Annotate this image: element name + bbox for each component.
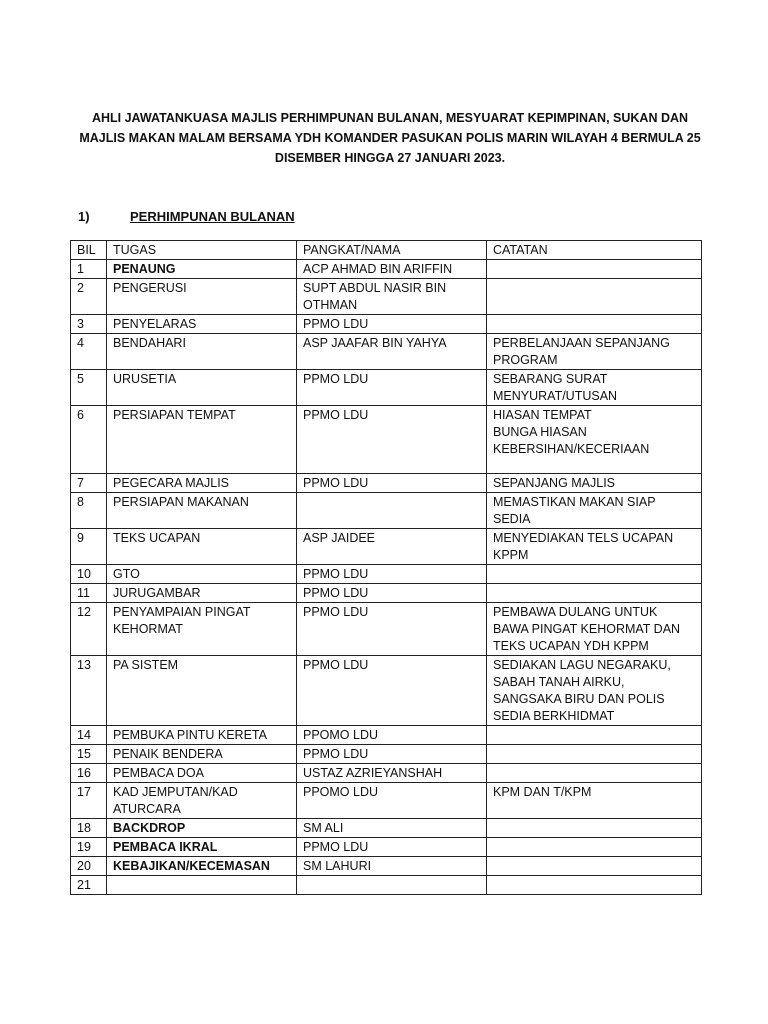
cell-pangkat-nama [297,656,487,726]
cell-bil: 18 [71,819,107,838]
cell-pangkat-nama [297,315,487,334]
cell-catatan-line: PEMBAWA DULANG UNTUK [493,605,658,619]
cell-catatan-line: SEDIAKAN LAGU NEGARAKU, [493,658,671,672]
cell-tugas-line: PENAUNG [113,262,176,276]
cell-catatan-line: MENYEDIAKAN TELS UCAPAN [493,531,674,545]
cell-tugas-line: KEHORMAT [113,622,183,636]
cell-tugas-line: TEKS UCAPAN [113,531,201,545]
cell-pangkat-nama [297,745,487,764]
header-tugas: TUGAS [107,241,297,260]
cell-pangkat-nama [297,603,487,656]
header-bil: BIL [71,241,107,260]
table-row [71,493,702,529]
cell-pangkat-nama [297,474,487,493]
cell-bil: 16 [71,764,107,783]
cell-pangkat-nama-line: SM ALI [303,821,344,835]
cell-tugas [107,493,297,529]
cell-tugas-line: BACKDROP [113,821,186,835]
cell-tugas-line: KEBAJIKAN/KECEMASAN [113,859,270,873]
cell-catatan-line: KPPM [493,548,529,562]
cell-pangkat-nama [297,493,487,529]
table-row [71,406,702,474]
cell-tugas [107,279,297,315]
table-row [71,656,702,726]
cell-bil: 10 [71,565,107,584]
heading-line-3: DISEMBER HINGGA 27 JANUARI 2023. [274,151,506,165]
cell-tugas [107,565,297,584]
cell-catatan [487,406,702,474]
table-row [71,745,702,764]
cell-catatan-line: SEDIA [493,512,531,526]
cell-pangkat-nama-line: PPMO LDU [303,586,369,600]
header-pangkat-nama: PANGKAT/NAMA [297,241,487,260]
cell-catatan [487,838,702,857]
cell-bil: 12 [71,603,107,656]
cell-bil: 5 [71,370,107,406]
cell-catatan [487,726,702,745]
cell-catatan [487,876,702,895]
cell-catatan-line: KPM DAN T/KPM [493,785,592,799]
cell-tugas-line: PERSIAPAN TEMPAT [113,408,236,422]
table-row [71,529,702,565]
cell-tugas-line: PA SISTEM [113,658,179,672]
cell-pangkat-nama-line: PPMO LDU [303,605,369,619]
table-row [71,370,702,406]
cell-catatan-line: SANGSAKA BIRU DAN POLIS [493,692,665,706]
cell-catatan [487,315,702,334]
cell-catatan [487,603,702,656]
table-row [71,603,702,656]
table-header-row [71,241,702,260]
cell-catatan [487,474,702,493]
cell-pangkat-nama-line: ASP JAIDEE [303,531,376,545]
cell-tugas [107,838,297,857]
cell-pangkat-nama [297,406,487,474]
cell-pangkat-nama [297,260,487,279]
cell-tugas [107,656,297,726]
cell-tugas-line: PEMBACA DOA [113,766,204,780]
cell-pangkat-nama-line: PPMO LDU [303,747,369,761]
cell-tugas-line: BENDAHARI [113,336,186,350]
cell-catatan [487,764,702,783]
cell-tugas-line: PENAIK BENDERA [113,747,223,761]
cell-catatan-line: BUNGA HIASAN [493,425,587,439]
table-row [71,819,702,838]
cell-pangkat-nama [297,279,487,315]
cell-pangkat-nama-line: PPMO LDU [303,372,369,386]
cell-pangkat-nama [297,529,487,565]
table-row [71,726,702,745]
cell-bil: 6 [71,406,107,474]
cell-catatan-line: SABAH TANAH AIRKU, [493,675,625,689]
cell-bil: 7 [71,474,107,493]
cell-bil: 14 [71,726,107,745]
cell-tugas [107,474,297,493]
cell-bil: 1 [71,260,107,279]
cell-catatan-line: HIASAN TEMPAT [493,408,592,422]
cell-catatan [487,334,702,370]
cell-tugas [107,745,297,764]
table-row [71,584,702,603]
cell-pangkat-nama [297,857,487,876]
cell-pangkat-nama-line: ASP JAAFAR BIN YAHYA [303,336,447,350]
cell-tugas-line: PEGECARA MAJLIS [113,476,230,490]
cell-tugas [107,529,297,565]
cell-catatan-line: SEBARANG SURAT [493,372,608,386]
cell-catatan-line: TEKS UCAPAN YDH KPPM [493,639,649,653]
cell-tugas-line: GTO [113,567,140,581]
cell-tugas [107,819,297,838]
cell-bil: 8 [71,493,107,529]
cell-pangkat-nama-line: USTAZ AZRIEYANSHAH [303,766,443,780]
cell-bil: 19 [71,838,107,857]
cell-tugas [107,315,297,334]
table-row [71,876,702,895]
cell-tugas-line: KAD JEMPUTAN/KAD [113,785,238,799]
table-row [71,764,702,783]
cell-bil: 11 [71,584,107,603]
table-row [71,565,702,584]
cell-pangkat-nama-line: PPMO LDU [303,840,369,854]
header-catatan: CATATAN [487,241,702,260]
cell-tugas [107,584,297,603]
cell-catatan-line: SEPANJANG MAJLIS [493,476,616,490]
cell-pangkat-nama [297,565,487,584]
cell-catatan [487,279,702,315]
cell-tugas-line: ATURCARA [113,802,181,816]
cell-catatan-line: SEDIA BERKHIDMAT [493,709,615,723]
cell-pangkat-nama-line: PPMO LDU [303,476,369,490]
cell-catatan [487,370,702,406]
cell-pangkat-nama-line: PPMO LDU [303,567,369,581]
cell-catatan-line: PROGRAM [493,353,558,367]
cell-tugas-line: PEMBUKA PINTU KERETA [113,728,267,742]
cell-tugas-line: PERSIAPAN MAKANAN [113,495,249,509]
cell-tugas-line: JURUGAMBAR [113,586,201,600]
cell-pangkat-nama-line: PPOMO LDU [303,728,379,742]
cell-bil: 15 [71,745,107,764]
cell-pangkat-nama [297,783,487,819]
cell-catatan-line: BAWA PINGAT KEHORMAT DAN [493,622,681,636]
heading-line-1: AHLI JAWATANKUASA MAJLIS PERHIMPUNAN BULANAN, MESYUARAT KEPIMPINAN, SUKAN DAN [91,111,689,125]
cell-pangkat-nama [297,370,487,406]
table-row [71,857,702,876]
cell-tugas [107,603,297,656]
cell-catatan-line: MEMASTIKAN MAKAN SIAP [493,495,656,509]
cell-tugas-line: PEMBACA IKRAL [113,840,218,854]
table-row [71,279,702,315]
section-number: 1) [78,209,90,224]
cell-catatan-line: PERBELANJAAN SEPANJANG [493,336,670,350]
cell-bil: 13 [71,656,107,726]
cell-catatan [487,656,702,726]
cell-bil: 2 [71,279,107,315]
heading-line-2: MAJLIS MAKAN MALAM BERSAMA YDH KOMANDER PASUKAN POLIS MARIN WILAYAH 4 BERMULA 25 [79,131,701,145]
document-heading [70,108,710,168]
cell-tugas [107,857,297,876]
cell-tugas [107,406,297,474]
cell-catatan-line: KEBERSIHAN/KECERIAAN [493,442,650,456]
table-row [71,783,702,819]
cell-tugas [107,260,297,279]
cell-pangkat-nama [297,334,487,370]
table-row [71,838,702,857]
cell-tugas [107,876,297,895]
cell-tugas [107,783,297,819]
cell-pangkat-nama [297,584,487,603]
table-row [71,260,702,279]
cell-pangkat-nama [297,876,487,895]
cell-bil: 4 [71,334,107,370]
cell-catatan [487,260,702,279]
cell-tugas [107,370,297,406]
cell-catatan [487,857,702,876]
cell-catatan [487,745,702,764]
cell-tugas-line: PENYAMPAIAN PINGAT [113,605,251,619]
cell-tugas [107,726,297,745]
cell-catatan-line: MENYURAT/UTUSAN [493,389,618,403]
cell-tugas-line: PENGERUSI [113,281,187,295]
cell-bil: 17 [71,783,107,819]
cell-bil: 3 [71,315,107,334]
cell-pangkat-nama-line: ACP AHMAD BIN ARIFFIN [303,262,453,276]
cell-bil: 21 [71,876,107,895]
cell-tugas-line: URUSETIA [113,372,177,386]
cell-catatan [487,783,702,819]
cell-catatan [487,493,702,529]
cell-pangkat-nama-line: SUPT ABDUL NASIR BIN [303,281,447,295]
cell-tugas [107,764,297,783]
cell-tugas-line: PENYELARAS [113,317,197,331]
cell-pangkat-nama-line: PPOMO LDU [303,785,379,799]
section-header [78,209,295,224]
cell-pangkat-nama-line: PPMO LDU [303,408,369,422]
cell-catatan [487,584,702,603]
cell-pangkat-nama [297,764,487,783]
cell-catatan [487,529,702,565]
cell-catatan [487,819,702,838]
table-row [71,334,702,370]
cell-pangkat-nama-line: OTHMAN [303,298,358,312]
cell-bil: 9 [71,529,107,565]
cell-pangkat-nama-line: PPMO LDU [303,658,369,672]
table-row [71,474,702,493]
table-row [71,315,702,334]
cell-pangkat-nama-line: SM LAHURI [303,859,372,873]
cell-tugas [107,334,297,370]
cell-pangkat-nama [297,819,487,838]
cell-pangkat-nama [297,838,487,857]
cell-pangkat-nama-line: PPMO LDU [303,317,369,331]
committee-table [70,240,702,895]
cell-bil: 20 [71,857,107,876]
cell-catatan [487,565,702,584]
section-title: PERHIMPUNAN BULANAN [130,209,295,224]
cell-pangkat-nama [297,726,487,745]
